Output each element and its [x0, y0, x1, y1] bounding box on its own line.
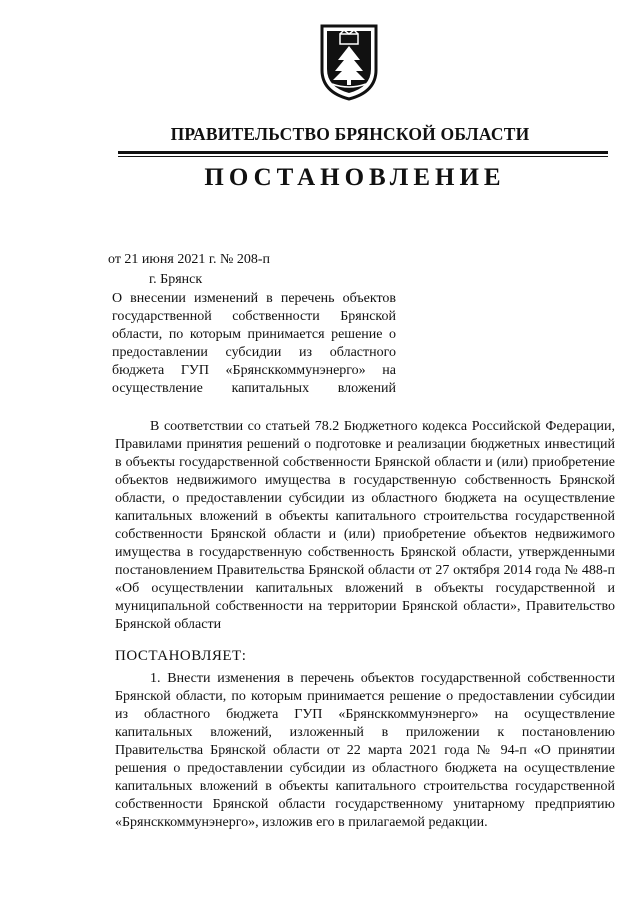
header-rule-thin	[118, 156, 608, 157]
preamble-text: В соответствии со статьей 78.2 Бюджетного кодекса Российской Федерации, Правилами принятия решений о подготовке и реализации бюджетных инвестиций в объекты государственной собственности Брянской области и (или) приобретение объектов недвижимого имущества в государственную собственность Брянской области, о предоставлении субсидии из областного бюджета на осуществление капитальных вложений в объекты капитального строительства государственной собственности Брянской области и (или) приобретение объектов недвижимого имущества в государственную собственность Брянской области, утвержденными постановлением Правительства Брянской области от 27 октября 2014 года № 488-п «Об осуществлении капитальных вложений в объекты государственной и муниципальной собственности на территории Брянской области», Правительство Брянской области	[115, 419, 615, 632]
document-date-number: от 21 июня 2021 г. № 208-п	[108, 252, 270, 267]
document-city: г. Брянск	[149, 272, 203, 287]
document-type-title: ПОСТАНОВЛЕНИЕ	[204, 164, 506, 191]
decree-word: ПОСТАНОВЛЯЕТ:	[115, 648, 247, 664]
bryansk-coat-of-arms-icon	[318, 22, 380, 102]
organization-title: ПРАВИТЕЛЬСТВО БРЯНСКОЙ ОБЛАСТИ	[170, 124, 530, 144]
header-rule-thick	[118, 151, 608, 154]
preamble-paragraph	[115, 418, 615, 634]
item-1-text: 1. Внести изменения в перечень объектов государственной собственности Брянской области, по которым принимается решение о предоставлении субсидии из областного бюджета ГУП «Брянсккоммунэнерго» на осуществление капитальных вложений, изложенный в приложении к постановлению Правительства Брянской области от 22 марта 2021 года № 94-п «О принятии решения о предоставлении субсидии из областного бюджета на осуществление капитальных вложений в объекты капитального строительства государственной собственности Брянской области государственному унитарному предприятию «Брянсккоммунэнерго», изложив его в прилагаемой редакции.	[115, 671, 615, 830]
item-1-paragraph	[115, 670, 615, 832]
document-subject: О внесении изменений в перечень объектов государственной собственности Брянской области, по которым принимается решение о предоставлении субсидии из областного бюджета ГУП «Брянсккоммунэнерго» на осуществление капитальных вложений	[112, 291, 396, 396]
